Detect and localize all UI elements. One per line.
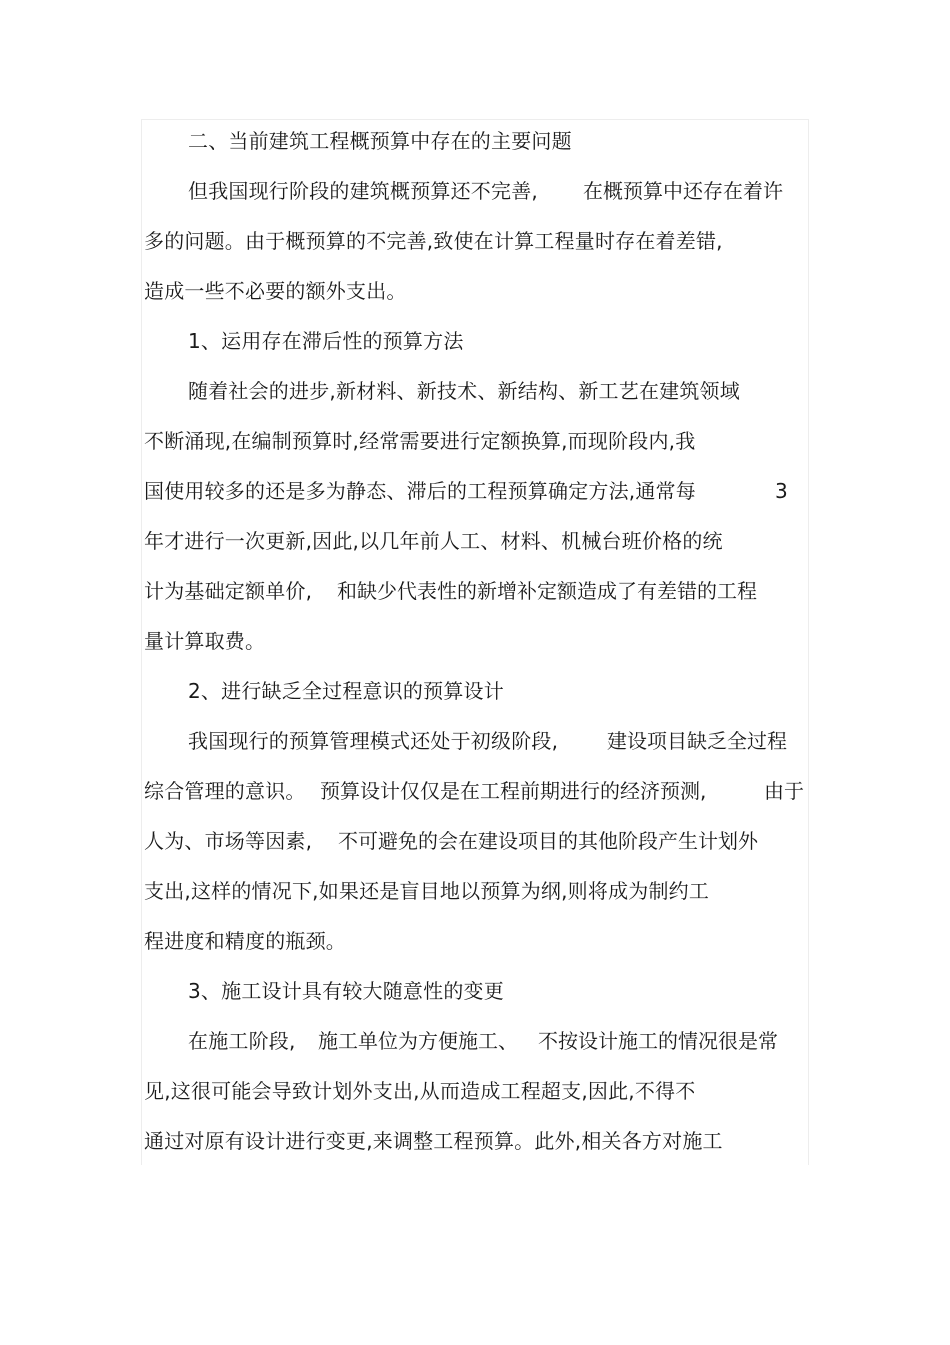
paragraph-line: 随着社会的进步,新材料、新技术、新结构、新工艺在建筑领域	[188, 379, 740, 403]
paragraph-line: 3	[775, 479, 788, 503]
paragraph-line: 在概预算中还存在着许	[583, 179, 783, 203]
paragraph-line: 但我国现行阶段的建筑概预算还不完善,	[188, 179, 538, 203]
paragraph-line: 建设项目缺乏全过程	[607, 729, 787, 753]
paragraph-line: 程进度和精度的瓶颈。	[144, 929, 346, 953]
paragraph-line: 支出,这样的情况下,如果还是盲目地以预算为纲,则将成为制约工	[144, 879, 710, 903]
paragraph-line: 年才进行一次更新,因此,以几年前人工、材料、机械台班价格的统	[144, 529, 723, 553]
paragraph-line: 人为、市场等因素,	[144, 829, 313, 853]
paragraph-line: 综合管理的意识。	[144, 779, 306, 803]
subsection-title: 1、运用存在滞后性的预算方法	[188, 329, 464, 353]
paragraph-line: 国使用较多的还是多为静态、滞后的工程预算确定方法,通常每	[144, 479, 696, 503]
subsection-title: 3、施工设计具有较大随意性的变更	[188, 979, 504, 1003]
paragraph-line: 预算设计仅仅是在工程前期进行的经济预测,	[320, 779, 707, 803]
paragraph-line: 不断涌现,在编制预算时,经常需要进行定额换算,而现阶段内,我	[144, 429, 696, 453]
paragraph-line: 造成一些不必要的额外支出。	[144, 279, 407, 303]
subsection-title: 2、进行缺乏全过程意识的预算设计	[188, 679, 504, 703]
paragraph-line: 不可避免的会在建设项目的其他阶段产生计划外	[338, 829, 758, 853]
paragraph-line: 计为基础定额单价,	[144, 579, 313, 603]
paragraph-line: 见,这很可能会导致计划外支出,从而造成工程超支,因此,不得不	[144, 1079, 696, 1103]
paragraph-line: 我国现行的预算管理模式还处于初级阶段,	[188, 729, 559, 753]
paragraph-line: 量计算取费。	[144, 629, 266, 653]
paragraph-line: 施工单位为方便施工、	[318, 1029, 518, 1053]
paragraph-line: 由于	[764, 779, 804, 803]
paragraph-line: 通过对原有设计进行变更,来调整工程预算。此外,相关各方对施工	[144, 1129, 723, 1153]
section-heading: 二、当前建筑工程概预算中存在的主要问题	[188, 129, 572, 153]
paragraph-line: 和缺少代表性的新增补定额造成了有差错的工程	[337, 579, 757, 603]
paragraph-line: 在施工阶段,	[188, 1029, 296, 1053]
paragraph-line: 不按设计施工的情况很是常	[538, 1029, 778, 1053]
paragraph-line: 多的问题。由于概预算的不完善,致使在计算工程量时存在着差错,	[144, 229, 723, 253]
